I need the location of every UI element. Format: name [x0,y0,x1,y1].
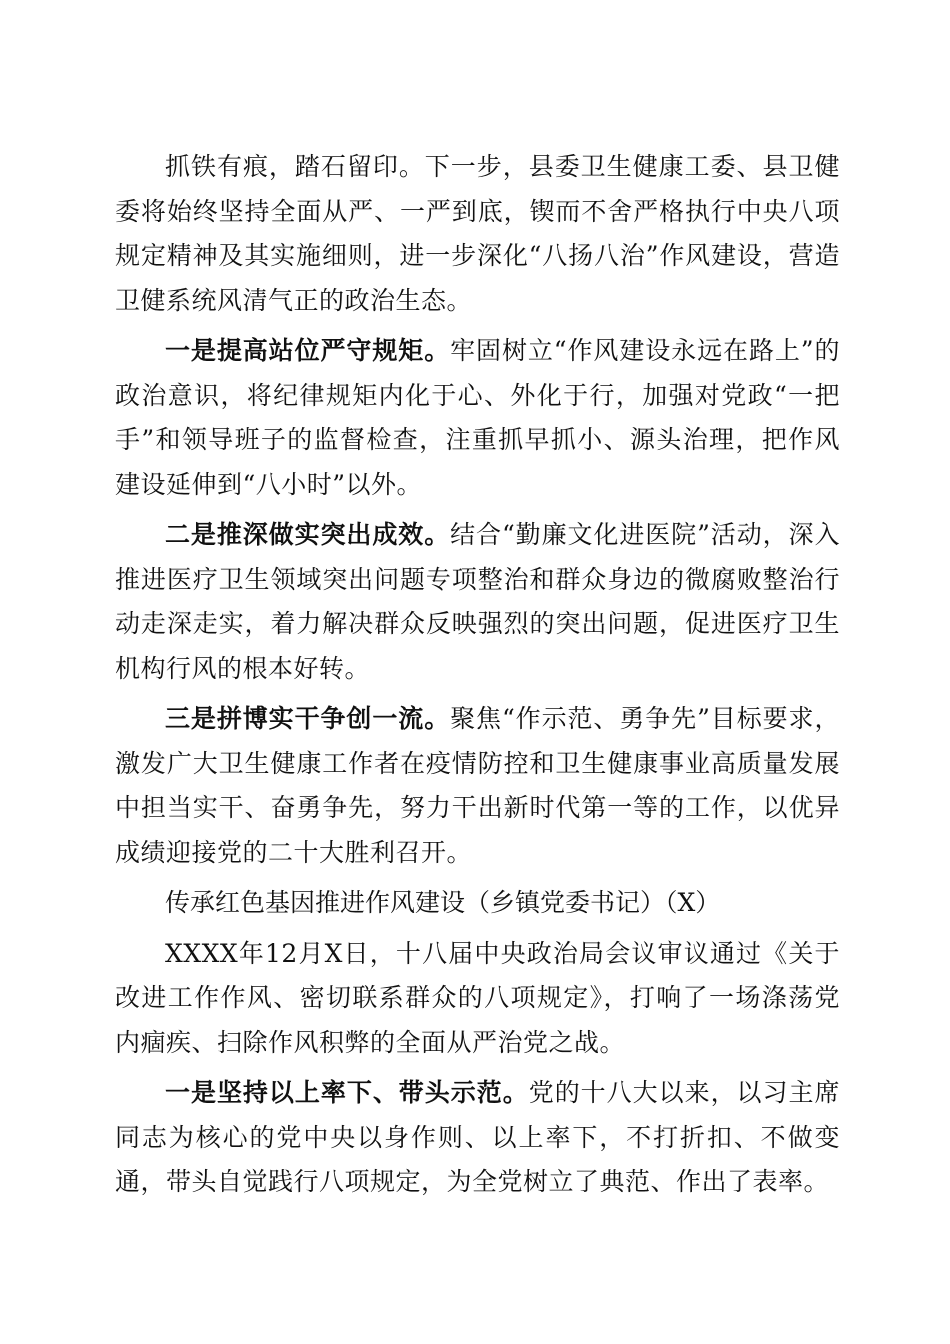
paragraph-point-4 [115,1071,840,1205]
paragraph-text: 党的十八大以来，以习主席同志为核心的党中央以身作则、以上率下，不打折扣、不做变通，带头自觉践行八项规定，为全党树立了典范、作出了表率。 [115,1078,840,1196]
paragraph-point-2 [115,513,840,691]
paragraph-point-3 [115,697,840,875]
paragraph-text: 抓铁有痕，踏石留印。下一步，县委卫生健康工委、县卫健委将始终坚持全面从严、一严到底，锲而不舍严格执行中央八项规定精神及其实施细则，进一步深化“八扬八治”作风建设，营造卫健系统风清气正的政治生态。 [115,152,840,315]
paragraph-lead: 一是坚持以上率下、带头示范。 [165,1078,529,1107]
paragraph-text: 结合“勤廉文化进医院”活动，深入推进医疗卫生领域突出问题专项整治和群众身边的微腐败整治行动走深走实，着力解决群众反映强烈的突出问题，促进医疗卫生机构行风的根本好转。 [115,520,840,683]
paragraph-intro [115,145,840,323]
paragraph-lead: 一是提高站位严守规矩。 [165,336,451,365]
paragraph-text: 牢固树立“作风建设永远在路上”的政治意识，将纪律规矩内化于心、外化于行，加强对党政“一把手”和领导班子的监督检查，注重抓早抓小、源头治理，把作风建设延伸到“八小时”以外。 [115,336,840,499]
paragraph-lead: 三是拼博实干争创一流。 [165,704,451,733]
paragraph-text: XXXX年12月X日，十八届中央政治局会议审议通过《关于改进工作作风、密切联系群众的八项规定》，打响了一场涤荡党内痼疾、扫除作风积弊的全面从严治党之战。 [115,938,840,1057]
document-page [115,145,840,1211]
paragraph-text: 聚焦“作示范、勇争先”目标要求，激发广大卫生健康工作者在疫情防控和卫生健康事业高质量发展中担当实干、奋勇争先，努力干出新时代第一等的工作，以优异成绩迎接党的二十大胜利召开。 [115,704,840,867]
paragraph-lead: 二是推深做实突出成效。 [165,520,451,549]
section-title [115,881,840,926]
paragraph-background [115,932,840,1066]
paragraph-point-1 [115,329,840,507]
section-title-text: 传承红色基因推进作风建设（乡镇党委书记）（X） [165,888,721,917]
